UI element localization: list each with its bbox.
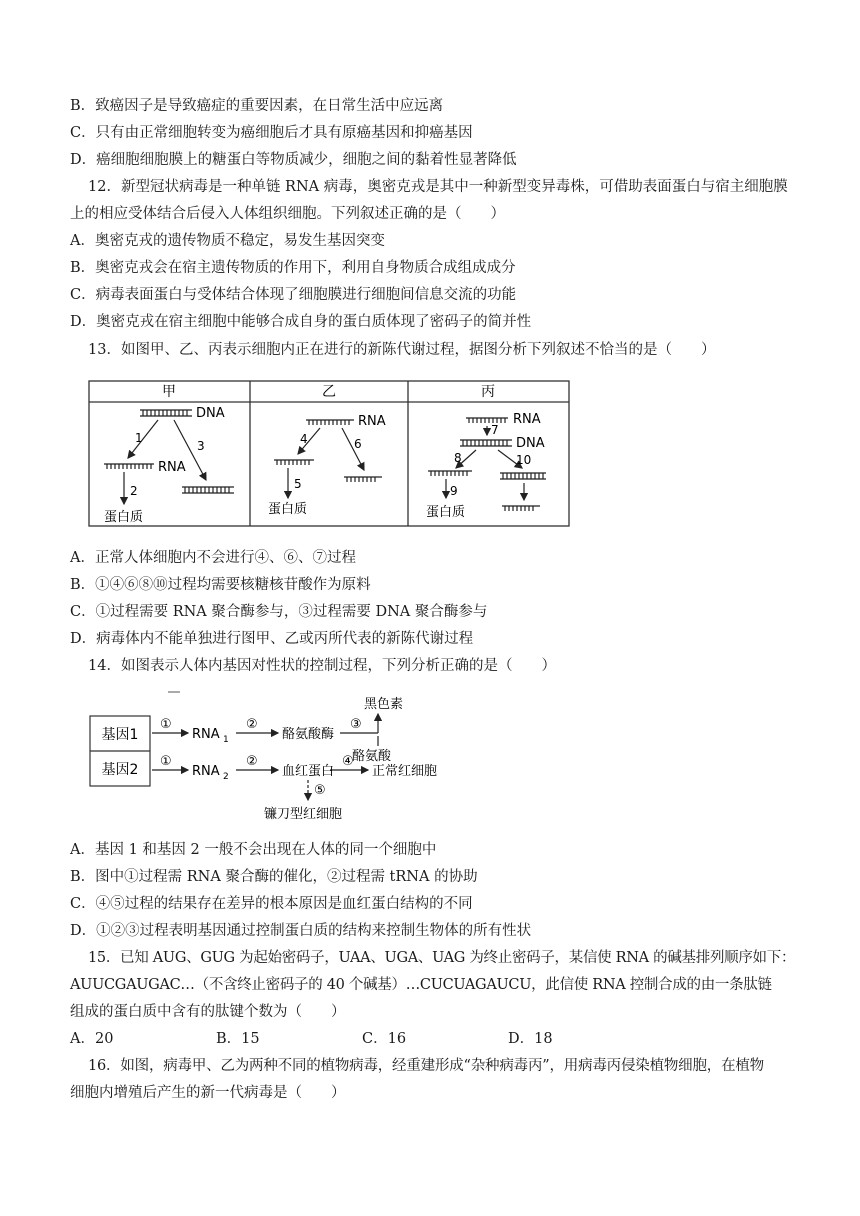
q16-stem-line1: 16．如图，病毒甲、乙为两种不同的植物病毒，经重建形成“杂种病毒丙”，用病毒丙侵染植物细胞，在植物 bbox=[88, 1058, 764, 1074]
q14-option-d: D．①②③过程表明基因通过控制蛋白质的结构来控制生物体的所有性状 bbox=[70, 923, 532, 939]
svg-text:6: 6 bbox=[354, 437, 362, 451]
svg-text:蛋白质: 蛋白质 bbox=[268, 502, 308, 517]
svg-text:④: ④ bbox=[342, 754, 354, 769]
q13-option-a: A．正常人体细胞内不会进行④、⑥、⑦过程 bbox=[70, 550, 356, 566]
header-jia: 甲 bbox=[162, 384, 176, 400]
enzyme-label: 酪氨酸酶 bbox=[282, 727, 335, 742]
svg-text:蛋白质: 蛋白质 bbox=[426, 505, 466, 520]
svg-text:①: ① bbox=[160, 754, 172, 769]
svg-text:3: 3 bbox=[197, 439, 205, 453]
svg-text:7: 7 bbox=[491, 423, 499, 437]
svg-text:③: ③ bbox=[350, 717, 362, 732]
svg-text:RNA: RNA bbox=[192, 764, 220, 779]
svg-text:9: 9 bbox=[450, 484, 458, 498]
svg-text:DNA: DNA bbox=[196, 406, 225, 421]
q13-option-b: B．①④⑥⑧⑩过程均需要核糖核苷酸作为原料 bbox=[70, 577, 371, 593]
q12-stem-line2: 上的相应受体结合后侵入人体组织细胞。下列叙述正确的是（ ） bbox=[70, 206, 505, 222]
header-bing: 丙 bbox=[481, 384, 495, 400]
q13-process-figure bbox=[88, 380, 570, 528]
q16-stem-line2: 细胞内增殖后产生的新一代病毒是（ ） bbox=[70, 1085, 346, 1101]
svg-text:⑤: ⑤ bbox=[314, 783, 326, 798]
q14-stem: 14．如图表示人体内基因对性状的控制过程，下列分析正确的是（ ） bbox=[88, 658, 556, 674]
svg-text:10: 10 bbox=[516, 453, 532, 467]
q14-option-b: B．图中①过程需 RNA 聚合酶的催化，②过程需 tRNA 的协助 bbox=[70, 869, 478, 885]
svg-text:2: 2 bbox=[223, 772, 229, 782]
hemoglobin-label: 血红蛋白 bbox=[282, 764, 335, 779]
tyrosine-label: 酪氨酸 bbox=[352, 749, 392, 764]
q12-option-b: B．奥密克戎会在宿主遗传物质的作用下，利用自身物质合成组成成分 bbox=[70, 260, 516, 276]
q11-option-c: C．只有由正常细胞转变为癌细胞后才具有原癌基因和抑癌基因 bbox=[70, 125, 473, 141]
gene1-label: 基因1 bbox=[101, 727, 139, 743]
q15-stem-line3: 组成的蛋白质中含有的肽键个数为（ ） bbox=[70, 1004, 346, 1020]
q13-option-c: C．①过程需要 RNA 聚合酶参与，③过程需要 DNA 聚合酶参与 bbox=[70, 604, 488, 620]
svg-text:2: 2 bbox=[130, 484, 138, 498]
q11-option-d: D．癌细胞细胞膜上的糖蛋白等物质减少，细胞之间的黏着性显著降低 bbox=[70, 152, 517, 168]
sickle-rbc-label: 镰刀型红细胞 bbox=[264, 807, 343, 822]
svg-text:RNA: RNA bbox=[358, 414, 386, 429]
q14-option-c: C．④⑤过程的结果存在差异的根本原因是血红蛋白结构的不同 bbox=[70, 896, 473, 912]
gene2-label: 基因2 bbox=[101, 762, 139, 778]
svg-text:1: 1 bbox=[223, 735, 229, 745]
svg-text:1: 1 bbox=[135, 431, 143, 445]
q12-option-d: D．奥密克戎在宿主细胞中能够合成自身的蛋白质体现了密码子的简并性 bbox=[70, 314, 532, 330]
q12-option-a: A．奥密克戎的遗传物质不稳定，易发生基因突变 bbox=[70, 233, 385, 249]
q15-stem-line1: 15．已知 AUG、GUG 为起始密码子，UAA、UGA、UAG 为终止密码子，某信使 RNA 的碱基排列顺序如下： bbox=[88, 950, 796, 966]
svg-text:4: 4 bbox=[300, 432, 308, 446]
svg-text:RNA: RNA bbox=[513, 412, 541, 427]
q15-option-c: C．16 bbox=[362, 1031, 407, 1047]
q14-gene-control-figure bbox=[88, 688, 468, 828]
svg-text:①: ① bbox=[160, 717, 172, 732]
header-yi: 乙 bbox=[322, 384, 336, 400]
q15-option-d: D．18 bbox=[508, 1031, 553, 1047]
q13-option-d: D．病毒体内不能单独进行图甲、乙或丙所代表的新陈代谢过程 bbox=[70, 631, 474, 647]
svg-text:蛋白质: 蛋白质 bbox=[104, 510, 144, 525]
normal-rbc-label: 正常红细胞 bbox=[372, 764, 438, 779]
q15-options bbox=[70, 1029, 800, 1049]
q12-option-c: C．病毒表面蛋白与受体结合体现了细胞膜进行细胞间信息交流的功能 bbox=[70, 287, 517, 303]
svg-text:8: 8 bbox=[454, 451, 462, 465]
q11-option-b: B．致癌因子是导致癌症的重要因素，在日常生活中应远离 bbox=[70, 98, 444, 114]
melanin-label: 黑色素 bbox=[364, 697, 404, 712]
q15-stem-line2: AUUCGAUGAC…（不含终止密码子的 40 个碱基）…CUCUAGAUCU，此信使 RNA 控制合成的由一条肽链 bbox=[70, 977, 772, 993]
svg-text:②: ② bbox=[246, 754, 258, 769]
svg-text:DNA: DNA bbox=[516, 436, 545, 451]
q12-stem-line1: 12．新型冠状病毒是一种单链 RNA 病毒，奥密克戎是其中一种新型变异毒株，可借助表面蛋白与宿主细胞膜 bbox=[88, 179, 788, 195]
q15-option-a: A．20 bbox=[70, 1031, 114, 1047]
q15-option-b: B．15 bbox=[216, 1031, 260, 1047]
svg-text:②: ② bbox=[246, 717, 258, 732]
svg-text:5: 5 bbox=[294, 477, 302, 491]
q13-stem: 13．如图甲、乙、丙表示细胞内正在进行的新陈代谢过程，据图分析下列叙述不恰当的是（ ） bbox=[88, 342, 716, 358]
svg-text:RNA: RNA bbox=[158, 460, 186, 475]
svg-text:RNA: RNA bbox=[192, 727, 220, 742]
q14-option-a: A．基因 1 和基因 2 一般不会出现在人体的同一个细胞中 bbox=[70, 842, 437, 858]
